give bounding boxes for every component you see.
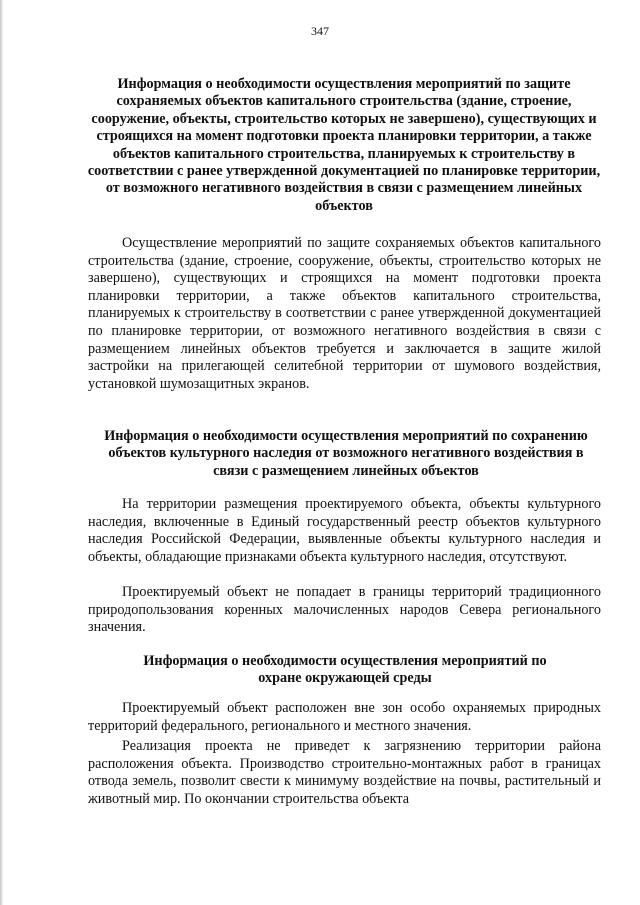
section-heading-capital-construction: Информация о необходимости осуществления мероприятий по защите сохраняемых объектов капитального строительства (здание, строение, сооружение, объекты, строительство которых не завершено), существующих и строящихся на момент подготовки проекта планировки территории, а также объектов капитального строительства, планируемых к строительству в соответствии с ранее утвержденной документацией по планировке территории, от возможного негативного воздействия в связи с размещением линейных объектов bbox=[87, 76, 601, 214]
paragraph-traditional-territories: Проектируемый объект не попадает в границы территорий традиционного природопользования коренных малочисленных народов Севера регионального значения. bbox=[88, 584, 601, 636]
section-heading-cultural-heritage: Информация о необходимости осуществления мероприятий по сохранению объектов культурного наследия от возможного негативного воздействия в связи с размещением линейных объектов bbox=[104, 428, 588, 479]
paragraph-capital-construction: Осуществление мероприятий по защите сохраняемых объектов капитального строительства (здание, строение, сооружение, объекты, строительство которых не завершено), существующих и строящихся на момент подготовки проекта планировки территории, а также объектов капитального строительства, планируемых к строительству в соответствии с ранее утвержденной документацией по планировке территории, от возможного негативного воздействия в связи с размещением линейных объектов требуется и заключается в защите жилой застройки на прилегающей селитебной территории от шумового воздействия, установкой шумозащитных экранов. bbox=[88, 235, 601, 392]
paragraph-protected-areas: Проектируемый объект расположен вне зон особо охраняемых природных территорий федерального, регионального и местного значения. bbox=[88, 700, 601, 734]
page-number: 347 bbox=[311, 24, 329, 38]
paragraph-cultural-heritage: На территории размещения проектируемого объекта, объекты культурного наследия, включенные в Единый государственный реестр объектов культурного наследия Российской Федерации, выявленные объекты культурного наследия и объекты, обладающие признаками объекта культурного наследия, отсутствуют. bbox=[88, 496, 601, 565]
paragraph-project-impact: Реализация проекта не приведет к загрязнению территории района расположения объекта. Производство строительно-монтажных работ в границах отвода земель, позволит свести к минимуму воздействие на почвы, растительный и животный мир. По окончании строительства объекта bbox=[88, 738, 601, 807]
section-heading-environment: Информация о необходимости осуществления мероприятий по охране окружающей среды bbox=[143, 653, 547, 687]
scan-edge bbox=[0, 0, 3, 905]
